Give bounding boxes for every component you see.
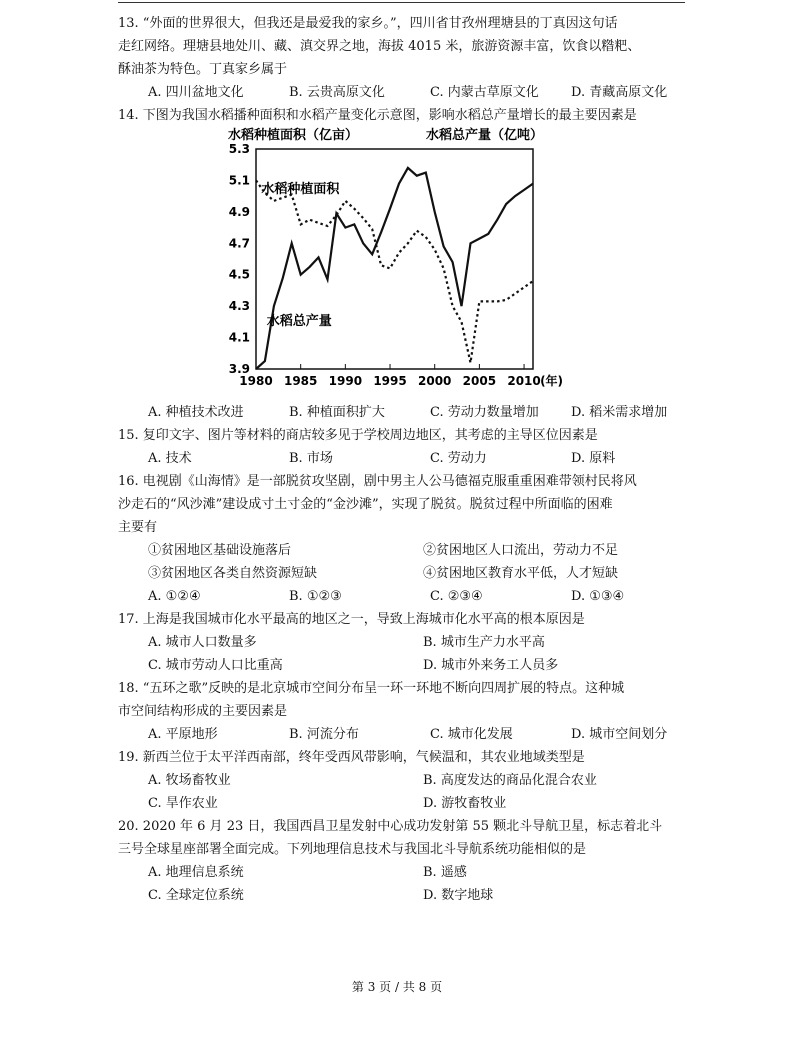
q17-option-b[interactable]: B. 城市生产力水平高: [423, 635, 545, 650]
x-tick-label: 2000: [418, 374, 452, 388]
q15-stem: 15. 复印文字、图片等材料的商店较多见于学校周边地区，其考虑的主导区位因素是: [118, 428, 598, 443]
q16-item-3: ③贫困地区各类自然资源短缺: [148, 566, 318, 581]
q16-item-4: ④贫困地区教育水平低，人才短缺: [423, 566, 619, 581]
q14-option-c[interactable]: C. 劳动力数量增加: [430, 405, 539, 420]
question-16: [118, 470, 698, 608]
y-tick-label: 5.3: [228, 142, 250, 156]
q17-options-row-1: [118, 631, 698, 654]
q19-option-d[interactable]: D. 游牧畜牧业: [423, 796, 507, 811]
q16-items-row-2: [118, 562, 698, 585]
question-20: [118, 815, 698, 907]
x-tick-label: 1985: [283, 374, 318, 388]
x-axis-ticks: [239, 364, 540, 388]
q15-option-d[interactable]: D. 原料: [571, 451, 616, 466]
q18-stem-line-1: 18. “五环之歌”反映的是北京城市空间分布呈一环一环地不断向四周扩展的特点。这种城: [118, 681, 625, 696]
y-tick-label: 5.1: [228, 173, 250, 188]
question-15: [118, 424, 698, 470]
q15-option-b[interactable]: B. 市场: [289, 451, 333, 466]
q15-option-c[interactable]: C. 劳动力: [430, 451, 487, 466]
label-area: 水稻种植面积: [261, 182, 340, 197]
q16-stem-line-2: 沙走石的“风沙滩”建设成寸土寸金的“金沙滩”，实现了脱贫。脱贫过程中所面临的困难: [118, 497, 613, 512]
q20-option-c[interactable]: C. 全球定位系统: [148, 888, 244, 903]
question-14: [118, 104, 698, 424]
q17-option-c[interactable]: C. 城市劳动人口比重高: [148, 658, 283, 673]
x-tick-label: 1990: [328, 374, 363, 388]
q17-stem: 17. 上海是我国城市化水平最高的地区之一，导致上海城市化水平高的根本原因是: [118, 612, 585, 627]
q14-option-d[interactable]: D. 稻米需求增加: [571, 405, 668, 420]
chart-title-right: 水稻总产量（亿吨）: [426, 128, 544, 143]
page-footer: 第 3 页 / 共 8 页: [351, 980, 443, 994]
y-tick-label: 4.1: [228, 330, 250, 345]
y-tick-label: 4.7: [228, 236, 250, 251]
q19-option-a[interactable]: A. 牧场畜牧业: [148, 773, 231, 788]
q14-option-b[interactable]: B. 种植面积扩大: [289, 405, 385, 420]
x-tick-label: 2010: [507, 374, 541, 388]
q20-option-a[interactable]: A. 地理信息系统: [148, 865, 244, 880]
q13-option-b[interactable]: B. 云贵高原文化: [289, 85, 385, 100]
q19-option-c[interactable]: C. 旱作农业: [148, 796, 218, 811]
x-tick-label: 2005: [462, 374, 497, 388]
rice-chart-svg: [118, 127, 698, 397]
q19-options-row-1: [118, 769, 698, 792]
q20-stem-line-2: 三号全球星座部署全面完成。下列地理信息技术与我国北斗导航系统功能相似的是: [118, 842, 587, 857]
q18-option-c[interactable]: C. 城市化发展: [430, 727, 513, 742]
q19-stem: 19. 新西兰位于太平洋西南部，终年受西风带影响，气候温和，其农业地域类型是: [118, 750, 585, 765]
q17-option-a[interactable]: A. 城市人口数量多: [148, 635, 257, 650]
series-area-line: [256, 180, 533, 362]
label-production: 水稻总产量: [266, 314, 332, 329]
q19-option-b[interactable]: B. 高度发达的商品化混合农业: [423, 773, 597, 788]
q18-option-a[interactable]: A. 平原地形: [148, 727, 218, 742]
q14-stem: 14. 下图为我国水稻播种面积和水稻产量变化示意图，影响水稻总产量增长的最主要因素是: [118, 108, 637, 123]
q14-option-a[interactable]: A. 种植技术改进: [148, 405, 244, 420]
q20-stem-line-1: 20. 2020 年 6 月 23 日，我国西昌卫星发射中心成功发射第 55 颗北斗导航卫星，标志着北斗: [118, 819, 663, 834]
q13-option-a[interactable]: A. 四川盆地文化: [148, 85, 244, 100]
question-17: [118, 608, 698, 677]
q20-option-b[interactable]: B. 遥感: [423, 865, 467, 880]
rice-chart: [118, 127, 698, 397]
q18-option-b[interactable]: B. 河流分布: [289, 727, 359, 742]
q17-option-d[interactable]: D. 城市外来务工人员多: [423, 658, 559, 673]
y-tick-label: 4.9: [228, 204, 250, 219]
q19-options-row-2: [118, 792, 698, 815]
q16-item-1: ①贫困地区基础设施落后: [148, 543, 292, 558]
chart-title-left: 水稻种植面积（亿亩）: [228, 128, 359, 143]
q20-options-row-1: [118, 861, 698, 884]
q16-item-2: ②贫困地区人口流出，劳动力不足: [423, 543, 619, 558]
q16-option-d[interactable]: D. ①③④: [571, 589, 625, 604]
q13-option-c[interactable]: C. 内蒙古草原文化: [430, 85, 539, 100]
q16-options: [118, 585, 698, 608]
q18-option-d[interactable]: D. 城市空间划分: [571, 727, 668, 742]
q16-option-b[interactable]: B. ①②③: [289, 589, 342, 604]
y-tick-label: 4.3: [228, 299, 250, 314]
x-tick-label: 1980: [239, 374, 273, 388]
q18-options: [118, 723, 698, 746]
y-axis-ticks: [229, 142, 250, 376]
q16-option-a[interactable]: A. ①②④: [148, 589, 201, 604]
q17-options-row-2: [118, 654, 698, 677]
q15-options: [118, 447, 698, 470]
x-axis-unit: (年): [540, 374, 564, 388]
y-tick-label: 3.9: [228, 362, 250, 376]
question-18: [118, 677, 698, 746]
q16-option-c[interactable]: C. ②③④: [430, 589, 483, 604]
q13-stem-line-2: 走红网络。理塘县地处川、藏、滇交界之地，海拔 4015 米，旅游资源丰富，饮食以糌粑、: [118, 39, 641, 54]
header-rule: [118, 2, 685, 3]
q16-stem-line-1: 16. 电视剧《山海情》是一部脱贫攻坚剧，剧中男主人公马德福克服重重困难带领村民将风: [118, 474, 637, 489]
q14-options: [118, 401, 698, 424]
q15-option-a[interactable]: A. 技术: [148, 451, 192, 466]
q20-option-d[interactable]: D. 数字地球: [423, 888, 494, 903]
question-19: [118, 746, 698, 815]
q13-options: [118, 81, 698, 104]
q13-stem-line-1: 13. “外面的世界很大，但我还是最爱我的家乡。”，四川省甘孜州理塘县的丁真因这句话: [118, 16, 618, 31]
series-production-line: [256, 168, 533, 369]
exam-page: [118, 12, 698, 907]
y-tick-label: 4.5: [228, 267, 250, 282]
q13-option-d[interactable]: D. 青藏高原文化: [571, 85, 668, 100]
q20-options-row-2: [118, 884, 698, 907]
q16-items-row-1: [118, 539, 698, 562]
x-tick-label: 1995: [373, 374, 407, 388]
q13-stem-line-3: 酥油茶为特色。丁真家乡属于: [118, 62, 288, 77]
question-13: [118, 12, 698, 104]
q16-stem-line-3: 主要有: [118, 520, 158, 535]
q18-stem-line-2: 市空间结构形成的主要因素是: [118, 704, 288, 719]
